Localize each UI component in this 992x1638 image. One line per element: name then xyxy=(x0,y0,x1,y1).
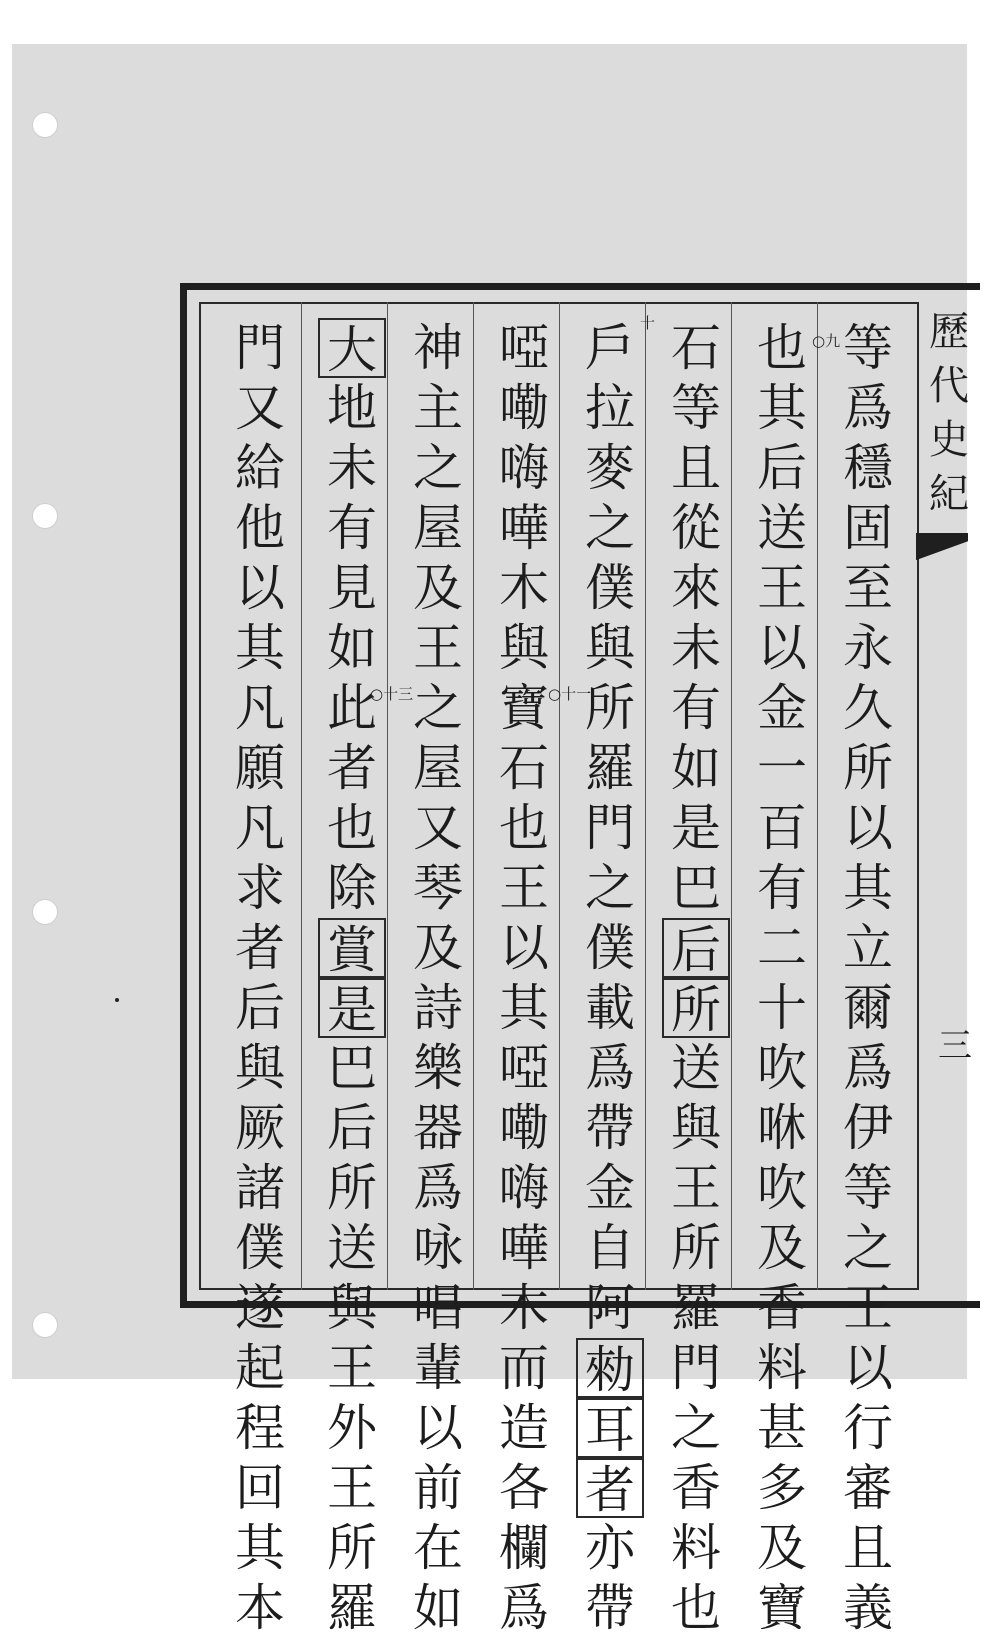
text-glyph: 琴 xyxy=(413,859,463,917)
text-glyph: 王 xyxy=(757,559,807,617)
text-glyph: 又 xyxy=(235,379,285,437)
text-glyph: 后 xyxy=(235,979,285,1037)
text-glyph: 十 xyxy=(757,979,807,1037)
text-glyph: 穩 xyxy=(843,439,893,497)
text-glyph: 與 xyxy=(499,619,549,677)
text-glyph: 木 xyxy=(499,1279,549,1337)
text-glyph: 王 xyxy=(499,859,549,917)
text-glyph: 願 xyxy=(235,739,285,797)
page-number: 三 xyxy=(938,1026,972,1066)
annotation-10: 十 xyxy=(640,314,656,332)
text-glyph: 門 xyxy=(585,799,635,857)
text-glyph: 羅 xyxy=(327,1579,377,1637)
punch-hole-2 xyxy=(32,503,58,529)
text-glyph: 地 xyxy=(327,379,377,437)
text-glyph: 爲 xyxy=(499,1579,549,1637)
text-glyph: 凡 xyxy=(235,799,285,857)
text-glyph: 此 xyxy=(327,679,377,737)
text-glyph: 與 xyxy=(327,1279,377,1337)
text-glyph: 與 xyxy=(585,619,635,677)
text-glyph: 咻 xyxy=(757,1099,807,1157)
book-title xyxy=(928,305,970,521)
text-glyph: 王 xyxy=(327,1459,377,1517)
text-glyph: 門 xyxy=(671,1339,721,1397)
text-glyph: 羅 xyxy=(671,1279,721,1337)
text-glyph: 從 xyxy=(671,499,721,557)
column-rule xyxy=(645,302,646,1290)
text-glyph: 本 xyxy=(235,1579,285,1637)
title-glyph: 史 xyxy=(929,417,969,463)
text-glyph: 有 xyxy=(757,859,807,917)
text-glyph: 見 xyxy=(327,559,377,617)
text-glyph: 羅 xyxy=(585,739,635,797)
punch-hole-1 xyxy=(32,112,58,138)
text-glyph: 寶 xyxy=(757,1579,807,1637)
column-rule xyxy=(473,302,474,1290)
text-glyph: 寶 xyxy=(499,679,549,737)
text-glyph: 之 xyxy=(843,1219,893,1277)
text-glyph: 者 xyxy=(235,919,285,977)
text-glyph: 啞 xyxy=(499,319,549,377)
text-glyph: 吹 xyxy=(757,1159,807,1217)
text-glyph: 料 xyxy=(671,1519,721,1577)
text-glyph: 主 xyxy=(413,379,463,437)
text-glyph: 也 xyxy=(499,799,549,857)
text-glyph: 所 xyxy=(671,1219,721,1277)
text-column-2 xyxy=(748,318,816,1637)
text-column-1 xyxy=(834,318,902,1637)
text-glyph: 給 xyxy=(235,439,285,497)
text-glyph: 帶 xyxy=(585,1099,635,1157)
text-column-7 xyxy=(318,318,386,1637)
text-glyph: 來 xyxy=(671,559,721,617)
text-glyph: 亦 xyxy=(585,1519,635,1577)
text-glyph: 且 xyxy=(671,439,721,497)
column-rule xyxy=(387,302,388,1290)
punch-hole-3 xyxy=(32,899,58,925)
text-glyph: 多 xyxy=(757,1459,807,1517)
text-glyph: 他 xyxy=(235,499,285,557)
text-column-3 xyxy=(662,318,730,1637)
text-glyph: 拉 xyxy=(585,379,635,437)
text-column-8 xyxy=(226,318,294,1637)
text-glyph: 審 xyxy=(843,1459,893,1517)
text-glyph: 之 xyxy=(413,679,463,737)
text-glyph: 及 xyxy=(757,1519,807,1577)
text-glyph: 至 xyxy=(843,559,893,617)
text-glyph: 帶 xyxy=(585,1579,635,1637)
text-glyph: 如 xyxy=(413,1579,463,1637)
text-glyph: 也 xyxy=(327,799,377,857)
text-glyph: 之 xyxy=(671,1399,721,1457)
text-glyph: 耳 xyxy=(576,1398,644,1458)
text-glyph: 唱 xyxy=(413,1279,463,1337)
text-glyph: 固 xyxy=(843,499,893,557)
text-glyph: 僕 xyxy=(585,559,635,617)
text-glyph: 送 xyxy=(327,1219,377,1277)
ink-speck xyxy=(115,998,119,1002)
text-glyph: 及 xyxy=(413,919,463,977)
text-glyph: 程 xyxy=(235,1399,285,1457)
text-glyph: 巴 xyxy=(671,859,721,917)
text-glyph: 厥 xyxy=(235,1099,285,1157)
text-glyph: 百 xyxy=(757,799,807,857)
column-rule xyxy=(817,302,818,1290)
text-glyph: 回 xyxy=(235,1459,285,1517)
column-rule xyxy=(731,302,732,1290)
text-glyph: 咏 xyxy=(413,1219,463,1277)
text-glyph: 爲 xyxy=(843,379,893,437)
text-glyph: 之 xyxy=(585,499,635,557)
text-glyph: 嘩 xyxy=(499,1219,549,1277)
text-glyph: 器 xyxy=(413,1099,463,1157)
text-glyph: 未 xyxy=(327,439,377,497)
text-glyph: 諸 xyxy=(235,1159,285,1217)
text-glyph: 以 xyxy=(843,799,893,857)
text-glyph: 未 xyxy=(671,619,721,677)
text-column-6 xyxy=(404,318,472,1637)
text-glyph: 屋 xyxy=(413,499,463,557)
text-glyph: 與 xyxy=(235,1039,285,1097)
text-glyph: 爲 xyxy=(413,1159,463,1217)
text-glyph: 屋 xyxy=(413,739,463,797)
text-glyph: 麥 xyxy=(585,439,635,497)
text-glyph: 其 xyxy=(235,1519,285,1577)
text-glyph: 行 xyxy=(843,1399,893,1457)
text-glyph: 勑 xyxy=(576,1338,644,1398)
text-column-4 xyxy=(576,318,644,1637)
text-glyph: 門 xyxy=(235,319,285,377)
text-glyph: 又 xyxy=(413,799,463,857)
text-glyph: 前 xyxy=(413,1459,463,1517)
annotation-9: ○九 xyxy=(812,332,841,350)
text-glyph: 嘞 xyxy=(499,1099,549,1157)
text-glyph: 送 xyxy=(757,499,807,557)
text-glyph: 送 xyxy=(671,1039,721,1097)
text-glyph: 金 xyxy=(757,679,807,737)
text-glyph: 有 xyxy=(327,499,377,557)
text-glyph: 者 xyxy=(327,739,377,797)
text-glyph: 王 xyxy=(671,1159,721,1217)
text-glyph: 載 xyxy=(585,979,635,1037)
text-glyph: 永 xyxy=(843,619,893,677)
text-glyph: 之 xyxy=(585,859,635,917)
text-glyph: 以 xyxy=(499,919,549,977)
text-glyph: 一 xyxy=(757,739,807,797)
title-glyph: 歷 xyxy=(929,309,969,355)
text-glyph: 香 xyxy=(757,1279,807,1337)
text-glyph: 如 xyxy=(327,619,377,677)
text-glyph: 等 xyxy=(671,379,721,437)
text-glyph: 伊 xyxy=(843,1099,893,1157)
text-glyph: 神 xyxy=(413,319,463,377)
text-glyph: 久 xyxy=(843,679,893,737)
text-glyph: 其 xyxy=(757,379,807,437)
text-glyph: 輩 xyxy=(413,1339,463,1397)
title-glyph: 代 xyxy=(929,363,969,409)
text-glyph: 以 xyxy=(843,1339,893,1397)
text-glyph: 自 xyxy=(585,1219,635,1277)
text-glyph: 嘞 xyxy=(499,379,549,437)
text-glyph: 如 xyxy=(671,739,721,797)
text-glyph: 王 xyxy=(413,619,463,677)
text-glyph: 其 xyxy=(843,859,893,917)
text-glyph: 者 xyxy=(576,1458,644,1518)
text-glyph: 其 xyxy=(499,979,549,1037)
text-glyph: 義 xyxy=(843,1579,893,1637)
text-glyph: 以 xyxy=(757,619,807,677)
text-glyph: 之 xyxy=(413,439,463,497)
text-glyph: 嘩 xyxy=(499,499,549,557)
text-column-5 xyxy=(490,318,558,1637)
text-glyph: 石 xyxy=(499,739,549,797)
text-glyph: 與 xyxy=(671,1099,721,1157)
text-glyph: 各 xyxy=(499,1459,549,1517)
text-glyph: 以 xyxy=(413,1399,463,1457)
text-glyph: 也 xyxy=(757,319,807,377)
title-glyph: 紀 xyxy=(929,471,969,517)
text-glyph: 遂 xyxy=(235,1279,285,1337)
text-glyph: 阿 xyxy=(585,1279,635,1337)
text-glyph: 吹 xyxy=(757,1039,807,1097)
text-glyph: 是 xyxy=(318,978,386,1038)
text-glyph: 料 xyxy=(757,1339,807,1397)
text-glyph: 所 xyxy=(327,1519,377,1577)
text-glyph: 王 xyxy=(843,1279,893,1337)
punch-hole-4 xyxy=(32,1312,58,1338)
text-glyph: 起 xyxy=(235,1339,285,1397)
annotation-11: ○十一 xyxy=(548,685,592,703)
text-glyph: 而 xyxy=(499,1339,549,1397)
text-glyph: 以 xyxy=(235,559,285,617)
text-glyph: 金 xyxy=(585,1159,635,1217)
text-glyph: 凡 xyxy=(235,679,285,737)
text-glyph: 后 xyxy=(327,1099,377,1157)
text-glyph: 且 xyxy=(843,1519,893,1577)
text-glyph: 及 xyxy=(413,559,463,617)
fish-tail-mark xyxy=(916,533,968,563)
text-glyph: 欄 xyxy=(499,1519,549,1577)
text-glyph: 有 xyxy=(671,679,721,737)
text-glyph: 造 xyxy=(499,1399,549,1457)
text-glyph: 甚 xyxy=(757,1399,807,1457)
text-glyph: 詩 xyxy=(413,979,463,1037)
text-glyph: 所 xyxy=(327,1159,377,1217)
text-glyph: 外 xyxy=(327,1399,377,1457)
text-glyph: 在 xyxy=(413,1519,463,1577)
text-glyph: 樂 xyxy=(413,1039,463,1097)
text-glyph: 啞 xyxy=(499,1039,549,1097)
text-glyph: 所 xyxy=(585,679,635,737)
text-glyph: 爲 xyxy=(585,1039,635,1097)
text-glyph: 所 xyxy=(662,978,730,1038)
text-glyph: 戶 xyxy=(585,319,635,377)
text-glyph: 賞 xyxy=(318,918,386,978)
annotation-13: ○十三 xyxy=(370,685,414,703)
text-glyph: 其 xyxy=(235,619,285,677)
text-glyph: 除 xyxy=(327,859,377,917)
text-glyph: 爲 xyxy=(843,1039,893,1097)
text-glyph: 香 xyxy=(671,1459,721,1517)
text-glyph: 等 xyxy=(843,319,893,377)
text-glyph: 王 xyxy=(327,1339,377,1397)
text-glyph: 及 xyxy=(757,1219,807,1277)
text-glyph: 也 xyxy=(671,1579,721,1637)
column-rule xyxy=(301,302,302,1290)
text-glyph: 石 xyxy=(671,319,721,377)
column-rule xyxy=(559,302,560,1290)
text-glyph: 所 xyxy=(843,739,893,797)
text-glyph: 嗨 xyxy=(499,439,549,497)
text-glyph: 等 xyxy=(843,1159,893,1217)
text-glyph: 巴 xyxy=(327,1039,377,1097)
text-glyph: 后 xyxy=(757,439,807,497)
text-glyph: 二 xyxy=(757,919,807,977)
text-glyph: 僕 xyxy=(585,919,635,977)
text-glyph: 立 xyxy=(843,919,893,977)
text-glyph: 求 xyxy=(235,859,285,917)
text-glyph: 嗨 xyxy=(499,1159,549,1217)
text-glyph: 爾 xyxy=(843,979,893,1037)
text-glyph: 僕 xyxy=(235,1219,285,1277)
text-glyph: 后 xyxy=(662,918,730,978)
text-glyph: 是 xyxy=(671,799,721,857)
text-glyph: 木 xyxy=(499,559,549,617)
text-glyph: 大 xyxy=(318,318,386,378)
